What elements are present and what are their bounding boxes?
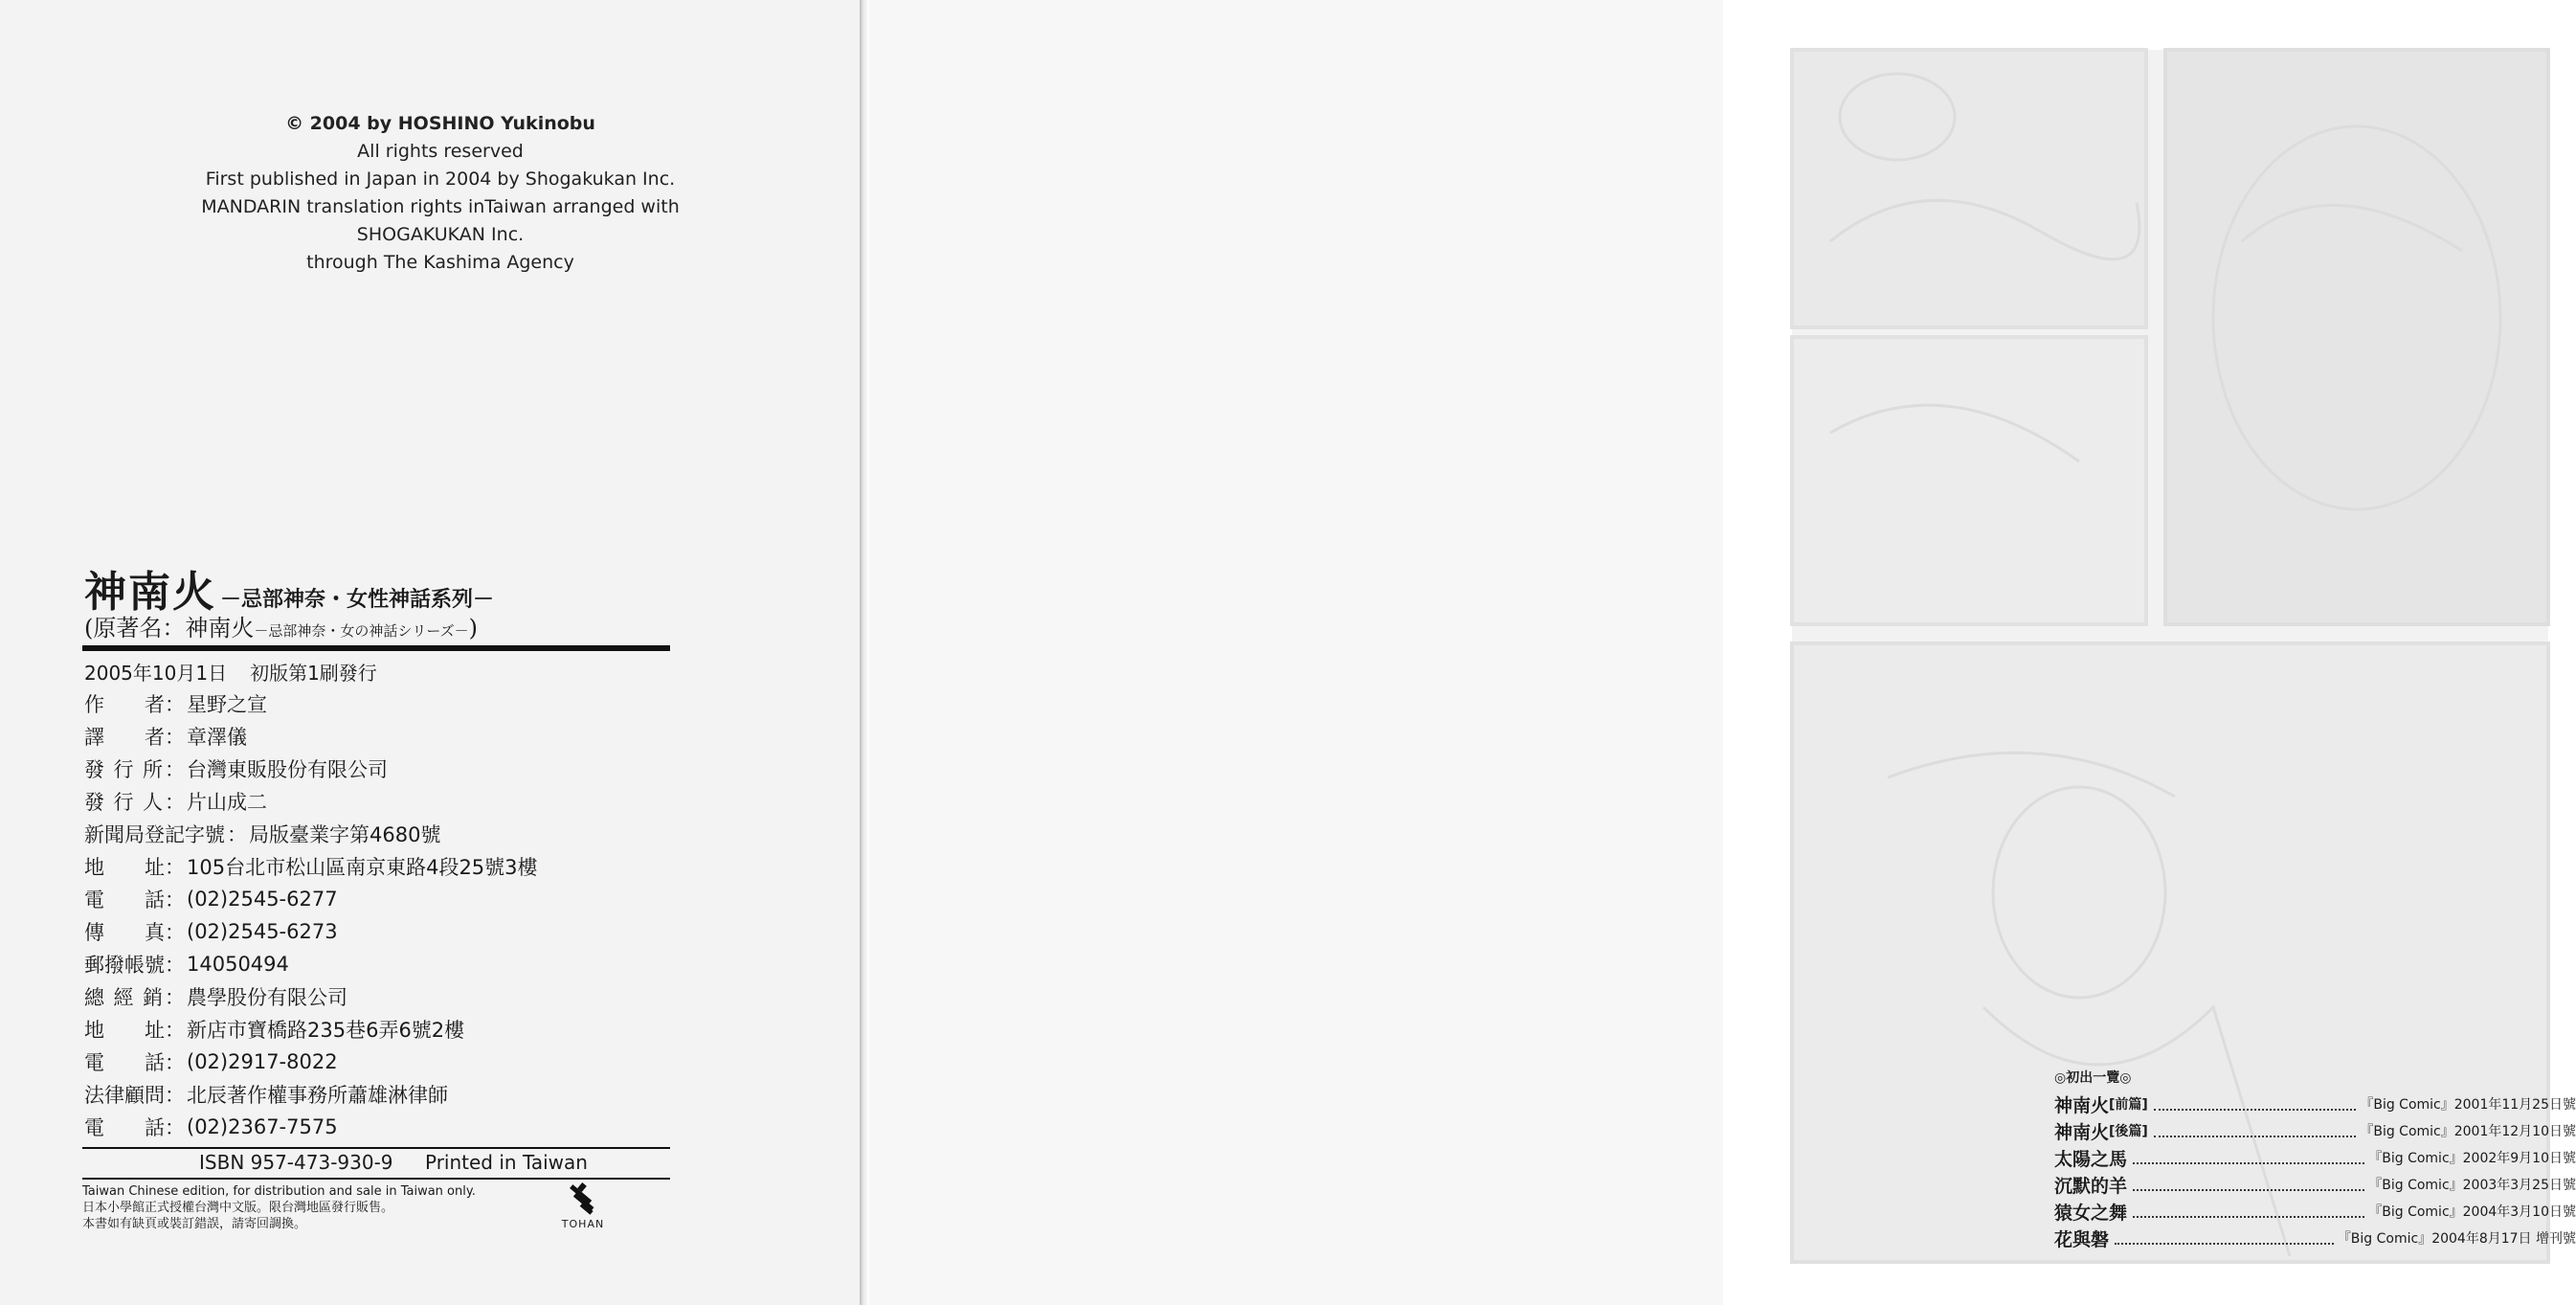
list-item	[2054, 1171, 2576, 1198]
notice-line: 本書如有缺頁或裝訂錯誤，請寄回調換。	[82, 1217, 307, 1231]
colophon-value: 105台北市松山區南京東路4段25號3樓	[187, 856, 538, 879]
copyright-block	[201, 110, 680, 277]
colophon-row: 新聞局登記字號 ： 局版臺業字第4680號	[84, 818, 678, 850]
colophon-value: 台灣東販股份有限公司	[187, 758, 388, 781]
list-item	[2054, 1117, 2576, 1144]
colophon-row: 電 話 ： (02)2917-8022	[84, 1046, 678, 1078]
colophon-label: 電 話	[84, 1051, 165, 1074]
story-source: 『Big Comic』2004年8月17日 增刊號	[2337, 1231, 2576, 1247]
story-title: 猿女之舞	[2054, 1202, 2128, 1224]
copyright-line: All rights reserved	[357, 141, 524, 162]
colophon-label: 總 經 銷	[84, 986, 163, 1009]
colophon-row: 總 經 銷 ： 農學股份有限公司	[84, 980, 678, 1013]
story-source: 『Big Comic』2002年9月10日號	[2368, 1151, 2576, 1166]
story-source: 『Big Comic』2003年3月25日號	[2368, 1178, 2576, 1193]
story-part: [後篇]	[2109, 1124, 2148, 1139]
title-divider	[82, 645, 670, 651]
leader-dots	[2154, 1109, 2357, 1111]
tohan-logo-icon	[567, 1183, 599, 1214]
list-item	[2054, 1091, 2576, 1117]
title-main: 神南火	[84, 568, 216, 617]
tohan-label: TOHAN	[561, 1218, 605, 1230]
colophon-row: 發 行 所 ： 台灣東販股份有限公司	[84, 753, 678, 785]
list-item	[2054, 1198, 2576, 1225]
first-appearance-list	[2054, 1068, 2576, 1251]
story-source: 『Big Comic』2001年11月25日號	[2360, 1097, 2576, 1113]
story-title: 神南火	[2054, 1094, 2110, 1116]
story-source: 『Big Comic』2004年3月10日號	[2368, 1204, 2576, 1220]
original-title-series: －忌部神奈・女の神話シリーズ－	[254, 622, 469, 640]
copyright-line: © 2004 by HOSHINO Yukinobu	[285, 113, 595, 134]
colophon-row: 電 話 ： (02)2545-6277	[84, 883, 678, 915]
colophon-label: 郵撥帳號	[84, 954, 165, 977]
first-appearance-header: ◎初出一覽◎	[2054, 1070, 2132, 1086]
right-page	[869, 0, 2576, 1305]
colophon-value: 星野之宣	[187, 693, 267, 716]
story-title: 太陽之馬	[2054, 1148, 2128, 1170]
story-title: 神南火	[2054, 1121, 2110, 1143]
leader-dots	[2154, 1136, 2357, 1137]
copyright-line: SHOGAKUKAN Inc.	[356, 224, 525, 245]
colophon-label: 電 話	[84, 889, 165, 911]
colophon-value: 農學股份有限公司	[187, 986, 347, 1009]
colophon-value: (02)2545-6273	[187, 920, 338, 943]
colophon-value: 章澤儀	[187, 726, 247, 749]
publisher-logo	[559, 1183, 607, 1235]
colophon-row: 發 行 人 ： 片山成二	[84, 785, 678, 818]
copyright-line: through The Kashima Agency	[306, 252, 574, 273]
story-title: 花與磐	[2054, 1228, 2110, 1250]
colophon	[84, 655, 678, 1143]
colophon-value: (02)2545-6277	[187, 888, 338, 911]
colophon-value: (02)2367-7575	[187, 1115, 338, 1138]
copyright-line: First published in Japan in 2004 by Shogakukan Inc.	[205, 169, 676, 190]
original-title	[84, 609, 478, 642]
story-part: [前篇]	[2109, 1097, 2148, 1113]
isbn-bottom-rule	[82, 1178, 670, 1180]
distribution-notice	[82, 1183, 532, 1232]
colophon-row: 作 者 ： 星野之宣	[84, 687, 678, 720]
leader-dots	[2133, 1162, 2364, 1164]
original-title-close: )	[468, 615, 479, 641]
colophon-label: 地 址	[84, 1019, 165, 1042]
colophon-row: 譯 者 ： 章澤儀	[84, 720, 678, 753]
title-subtitle: －忌部神奈・女性神話系列－	[220, 588, 495, 612]
notice-line: Taiwan Chinese edition, for distribution and sale in Taiwan only.	[82, 1184, 476, 1199]
colophon-label: 發 行 人	[84, 791, 163, 814]
colophon-value: 局版臺業字第4680號	[249, 823, 441, 846]
colophon-label: 發 行 所	[84, 758, 163, 781]
list-item	[2054, 1225, 2576, 1251]
colophon-row: 傳 真 ： (02)2545-6273	[84, 915, 678, 948]
colophon-row: 地 址 ： 105台北市松山區南京東路4段25號3樓	[84, 850, 678, 883]
edition-date: 2005年10月1日	[84, 661, 228, 685]
leader-dots	[2115, 1243, 2334, 1245]
book-spine	[860, 0, 869, 1305]
left-page	[0, 0, 860, 1305]
colophon-label: 作 者	[84, 693, 165, 716]
colophon-value: (02)2917-8022	[187, 1050, 338, 1073]
colophon-value: 新店市寶橋路235巷6弄6號2樓	[187, 1019, 465, 1042]
original-title-prefix: (原著名：神南火	[84, 615, 255, 641]
colophon-row: 電 話 ： (02)2367-7575	[84, 1111, 678, 1143]
leader-dots	[2133, 1216, 2364, 1218]
colophon-value: 14050494	[187, 953, 289, 976]
colophon-label: 傳 真	[84, 921, 165, 944]
colophon-label: 新聞局登記字號	[84, 823, 225, 846]
colophon-value: 北辰著作權事務所蕭雄淋律師	[187, 1084, 448, 1107]
notice-line: 日本小學館正式授權台灣中文版。限台灣地區發行販售。	[82, 1201, 394, 1215]
colophon-label: 法律顧問	[84, 1084, 165, 1107]
colophon-row: 法律顧問 ： 北辰著作權事務所蕭雄淋律師	[84, 1078, 678, 1111]
edition-row	[84, 655, 678, 687]
colophon-value: 片山成二	[187, 791, 267, 814]
colophon-row: 地 址 ： 新店市寶橋路235巷6弄6號2樓	[84, 1013, 678, 1046]
story-source: 『Big Comic』2001年12月10日號	[2360, 1124, 2576, 1139]
colophon-row: 郵撥帳號 ： 14050494	[84, 948, 678, 980]
copyright-line: MANDARIN translation rights inTaiwan arranged with	[201, 196, 680, 217]
colophon-label: 譯 者	[84, 726, 165, 749]
isbn-top-rule	[82, 1147, 670, 1149]
edition-note: 初版第1刷發行	[250, 661, 377, 685]
story-title: 沉默的羊	[2054, 1175, 2128, 1197]
isbn: ISBN 957-473-930-9	[199, 1151, 393, 1174]
colophon-label: 電 話	[84, 1116, 165, 1139]
leader-dots	[2133, 1189, 2364, 1191]
printed-in: Printed in Taiwan	[425, 1151, 588, 1174]
list-item	[2054, 1144, 2576, 1171]
colophon-label: 地 址	[84, 856, 165, 879]
